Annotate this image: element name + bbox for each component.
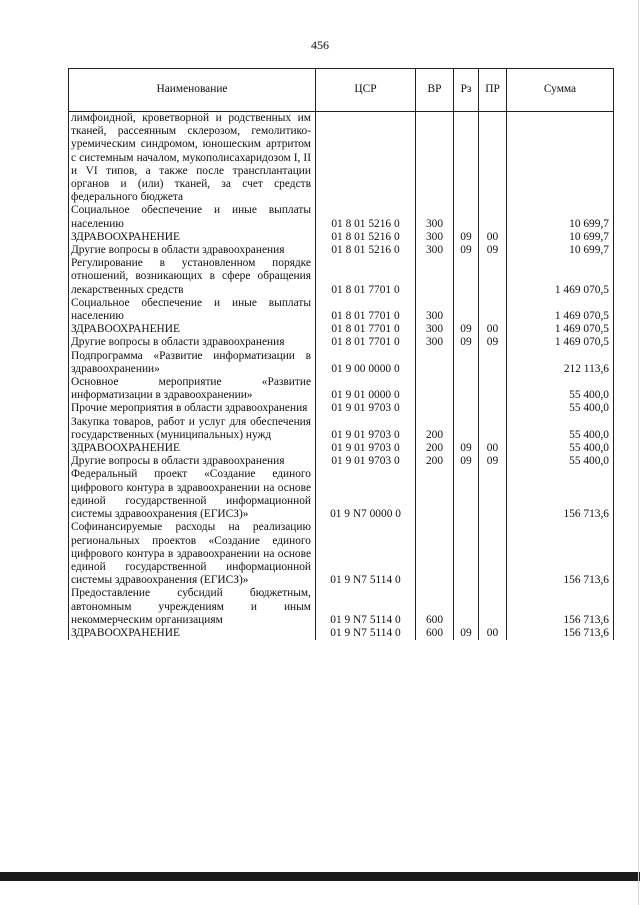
scan-bottom-border [0, 872, 640, 881]
table-row [69, 468, 614, 521]
cell-vr: 600 [416, 587, 454, 627]
cell-rz [454, 587, 479, 627]
cell-rz [454, 468, 479, 521]
cell-pr [479, 587, 507, 627]
cell-rz [454, 416, 479, 442]
table-row [69, 416, 614, 442]
cell-sum: 55 400,0 [507, 402, 614, 415]
cell-sum: 10 699,7 [507, 204, 614, 230]
cell-rz: 09 [454, 442, 479, 455]
cell-name: Софинансируемые расходы на реализацию региональных проектов «Создание единого цифрового контура в здравоохранении на основе единой государственной информационной системы здравоохранения (ЕГИСЗ)» [69, 521, 316, 587]
cell-pr [479, 376, 507, 402]
cell-rz: 09 [454, 455, 479, 468]
cell-pr: 00 [479, 323, 507, 336]
cell-pr [479, 416, 507, 442]
cell-csr: 01 9 N7 0000 0 [316, 468, 416, 521]
cell-pr [479, 204, 507, 230]
cell-sum: 1 469 070,5 [507, 336, 614, 349]
table-row [69, 521, 614, 587]
cell-rz [454, 257, 479, 297]
table-row [69, 297, 614, 323]
cell-name: Прочие мероприятия в области здравоохранения [69, 402, 316, 415]
cell-sum: 156 713,6 [507, 627, 614, 640]
cell-name: Другие вопросы в области здравоохранения [69, 244, 316, 257]
cell-sum: 212 113,6 [507, 350, 614, 376]
cell-vr: 300 [416, 323, 454, 336]
header-sum: Сумма [507, 69, 614, 112]
header-csr: ЦСР [316, 69, 416, 112]
table-row [69, 350, 614, 376]
cell-sum: 10 699,7 [507, 244, 614, 257]
cell-rz: 09 [454, 231, 479, 244]
cell-vr: 600 [416, 627, 454, 640]
cell-sum: 55 400,0 [507, 455, 614, 468]
header-pr: ПР [479, 69, 507, 112]
cell-vr: 300 [416, 244, 454, 257]
cell-name: Предоставление субсидий бюджетным, автономным учреждениям и иным некоммерческим организациям [69, 587, 316, 627]
cell-name: ЗДРАВООХРАНЕНИЕ [69, 442, 316, 455]
cell-sum: 1 469 070,5 [507, 323, 614, 336]
cell-csr [316, 112, 416, 205]
cell-rz [454, 297, 479, 323]
scan-edge-line [638, 0, 639, 905]
cell-rz: 09 [454, 244, 479, 257]
cell-csr: 01 8 01 7701 0 [316, 323, 416, 336]
table-row [69, 376, 614, 402]
cell-sum: 55 400,0 [507, 442, 614, 455]
table-header-row [69, 69, 614, 112]
table-row [69, 402, 614, 415]
table-row [69, 587, 614, 627]
cell-csr: 01 9 01 9703 0 [316, 402, 416, 415]
cell-pr: 00 [479, 231, 507, 244]
cell-csr: 01 9 01 9703 0 [316, 455, 416, 468]
cell-csr: 01 8 01 7701 0 [316, 336, 416, 349]
budget-table [68, 68, 614, 640]
cell-rz [454, 112, 479, 205]
cell-rz [454, 350, 479, 376]
cell-vr [416, 376, 454, 402]
cell-vr: 200 [416, 416, 454, 442]
cell-vr [416, 350, 454, 376]
cell-sum: 156 713,6 [507, 521, 614, 587]
cell-sum: 156 713,6 [507, 587, 614, 627]
cell-sum [507, 112, 614, 205]
cell-pr [479, 350, 507, 376]
cell-name: Другие вопросы в области здравоохранения [69, 455, 316, 468]
cell-csr: 01 8 01 5216 0 [316, 231, 416, 244]
cell-csr: 01 9 00 0000 0 [316, 350, 416, 376]
cell-name: Другие вопросы в области здравоохранения [69, 336, 316, 349]
table-row [69, 257, 614, 297]
cell-pr [479, 297, 507, 323]
cell-csr: 01 8 01 5216 0 [316, 204, 416, 230]
cell-pr: 09 [479, 244, 507, 257]
cell-vr: 200 [416, 455, 454, 468]
cell-name: Закупка товаров, работ и услуг для обеспечения государственных (муниципальных) нужд [69, 416, 316, 442]
table-body [69, 112, 614, 641]
cell-pr [479, 402, 507, 415]
cell-name: Регулирование в установленном порядке отношений, возникающих в сфере обращения лекарственных средств [69, 257, 316, 297]
cell-name: Социальное обеспечение и иные выплаты населению [69, 204, 316, 230]
cell-name: Основное мероприятие «Развитие информатизации в здравоохранении» [69, 376, 316, 402]
cell-vr [416, 468, 454, 521]
header-vr: ВР [416, 69, 454, 112]
cell-rz [454, 204, 479, 230]
cell-rz: 09 [454, 323, 479, 336]
table-row [69, 627, 614, 640]
cell-csr: 01 8 01 7701 0 [316, 297, 416, 323]
cell-csr: 01 9 N7 5114 0 [316, 521, 416, 587]
table-row [69, 323, 614, 336]
cell-csr: 01 9 N7 5114 0 [316, 627, 416, 640]
cell-name: Подпрограмма «Развитие информатизации в здравоохранении» [69, 350, 316, 376]
cell-csr: 01 9 01 9703 0 [316, 416, 416, 442]
cell-rz: 09 [454, 336, 479, 349]
cell-vr: 300 [416, 204, 454, 230]
cell-sum: 10 699,7 [507, 231, 614, 244]
cell-csr: 01 8 01 5216 0 [316, 244, 416, 257]
cell-pr: 00 [479, 442, 507, 455]
cell-vr: 300 [416, 336, 454, 349]
header-rz: Рз [454, 69, 479, 112]
cell-vr [416, 521, 454, 587]
table-row [69, 244, 614, 257]
cell-vr [416, 112, 454, 205]
page-number: 456 [311, 38, 329, 52]
cell-name: Федеральный проект «Создание единого цифрового контура в здравоохранении на основе единой государственной информационной системы здравоохранения (ЕГИСЗ)» [69, 468, 316, 521]
cell-vr [416, 402, 454, 415]
cell-sum: 1 469 070,5 [507, 297, 614, 323]
header-name: Наименование [69, 69, 316, 112]
table-row [69, 336, 614, 349]
cell-csr: 01 9 N7 5114 0 [316, 587, 416, 627]
cell-pr [479, 112, 507, 205]
cell-rz [454, 402, 479, 415]
cell-name: Социальное обеспечение и иные выплаты населению [69, 297, 316, 323]
table-row [69, 455, 614, 468]
cell-name: ЗДРАВООХРАНЕНИЕ [69, 231, 316, 244]
table-row [69, 231, 614, 244]
cell-name: ЗДРАВООХРАНЕНИЕ [69, 323, 316, 336]
cell-name: лимфоидной, кроветворной и родственных им тканей, рассеянным склерозом, гемолитико-уремическим синдромом, юношеским артритом с системным началом, мукополисахаридозом I, II и VI типов, а также после трансплантации органов и (или) тканей, за счет средств федерального бюджета [69, 112, 316, 205]
cell-rz [454, 376, 479, 402]
cell-pr [479, 521, 507, 587]
cell-sum: 55 400,0 [507, 416, 614, 442]
cell-sum: 156 713,6 [507, 468, 614, 521]
cell-pr [479, 468, 507, 521]
cell-pr [479, 257, 507, 297]
cell-rz: 09 [454, 627, 479, 640]
cell-csr: 01 8 01 7701 0 [316, 257, 416, 297]
cell-name: ЗДРАВООХРАНЕНИЕ [69, 627, 316, 640]
table-row [69, 112, 614, 205]
cell-pr: 09 [479, 336, 507, 349]
cell-pr: 00 [479, 627, 507, 640]
cell-vr [416, 257, 454, 297]
table-row [69, 204, 614, 230]
table-row [69, 442, 614, 455]
cell-vr: 300 [416, 231, 454, 244]
cell-sum: 1 469 070,5 [507, 257, 614, 297]
cell-vr: 200 [416, 442, 454, 455]
cell-csr: 01 9 01 0000 0 [316, 376, 416, 402]
cell-rz [454, 521, 479, 587]
cell-csr: 01 9 01 9703 0 [316, 442, 416, 455]
cell-pr: 09 [479, 455, 507, 468]
cell-vr: 300 [416, 297, 454, 323]
cell-sum: 55 400,0 [507, 376, 614, 402]
